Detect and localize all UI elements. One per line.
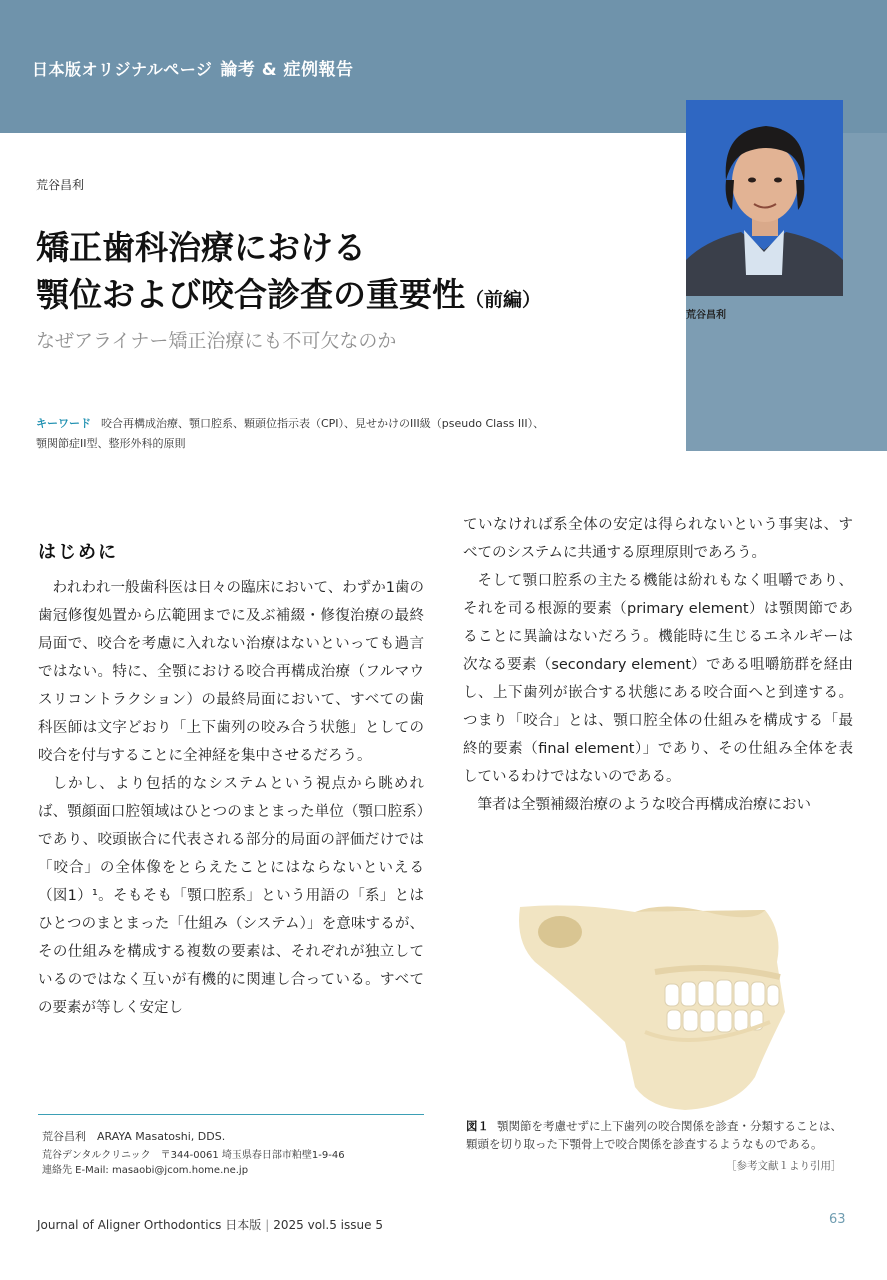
journal-name: Journal of Aligner Orthodontics 日本版: [37, 1218, 262, 1232]
paragraph-2: しかし、より包括的なシステムという視点から眺めれば、顎顔面口腔領域はひとつのまとまった単位（顎口腔系）であり、咬頭嵌合に代表される部分的局面の評価だけでは「咬合」の全体像をとらえたことにはならないといえる（図1）¹。そもそも「顎口腔系」という用語の「系」とはひとつのまとまった「仕組み（システム）」を意味するが、その仕組みを構成する複数の要素は、それぞれが独立しているのではなく互いが有機的に関連し合っている。すべての要素が等しく安定し: [38, 776, 424, 1016]
paragraph-4: 筆者は全顎補綴治療のような咬合再構成治療におい: [477, 797, 811, 813]
author-photo: [686, 100, 843, 296]
footnote-contact: 連絡先 E-Mail: masaobi@jcom.home.ne.jp: [42, 1165, 249, 1176]
keywords-label: キーワード: [36, 417, 91, 430]
figure-caption: [466, 1117, 852, 1153]
keywords: [36, 414, 676, 454]
jaw-illustration: [515, 902, 797, 1112]
left-column: [38, 574, 424, 1022]
journal-footer: [37, 1216, 383, 1233]
paragraph-1: われわれ一般歯科医は日々の臨床において、わずか1歯の歯冠修復処置から広範囲までに及ぶ補綴・修復治療の最終局面で、咬合を考慮に入れない治療はないといっても過言ではない。特に、全顎における咬合再構成治療（フルマウスリコントラクション）の最終局面において、すべての歯科医師は文字どおり「上下歯列の咬み合う状態」としての咬合を付与することに全神経を集中させるだろう。: [38, 580, 424, 764]
page-number: 63: [829, 1212, 846, 1227]
header-label: [32, 55, 354, 80]
figure-label: 図１: [466, 1119, 489, 1133]
footnote-clinic: 荒谷デンタルクリニック 〒344-0061 埼玉県春日部市粕壁1-9-46: [42, 1150, 345, 1161]
figure-1-skull-image: [515, 902, 797, 1112]
footnote-divider: [38, 1114, 424, 1115]
keywords-line-2: 顎関節症II型、整形外科的原則: [36, 437, 186, 450]
figure-caption-text: 顎関節を考慮せずに上下歯列の咬合関係を診査・分類することは、顆頭を切り取った下顎骨上で咬合関係を診査するようなものである。: [466, 1119, 842, 1151]
keywords-line-1: 咬合再構成治療、顎口腔系、顆頭位指示表（CPI）、見せかけのIII級（pseudo Class III）、: [101, 417, 545, 430]
right-column: [463, 511, 853, 819]
article-subtitle: なぜアライナー矯正治療にも不可欠なのか: [36, 330, 397, 352]
figure-reference: ［参考文献１より引用］: [726, 1160, 842, 1172]
author-portrait-image: [686, 100, 843, 296]
paragraph-3: そして顎口腔系の主たる機能は紛れもなく咀嚼であり、それを司る根源的要素（primary element）は顎関節であることに異論はないだろう。機能時に生じるエネルギーは次なる要素（secondary element）である咀嚼筋群を経由し、上下歯列が嵌合する状態にある咬合面へと到達する。つまり「咬合」とは、顎口腔全体の仕組みを構成する「最終的要素（final element）」であり、その仕組み全体を表しているわけではないのである。: [463, 573, 853, 785]
author-footnote: [42, 1129, 422, 1178]
article-title: [36, 224, 676, 324]
footer-separator: |: [265, 1218, 270, 1232]
section-heading: はじめに: [38, 542, 118, 563]
journal-issue: 2025 vol.5 issue 5: [273, 1218, 383, 1232]
header-section: 論考 & 症例報告: [220, 60, 354, 80]
paragraph-2-continued: ていなければ系全体の安定は得られないという事実は、すべてのシステムに共通する原理原則であろう。: [463, 517, 853, 561]
photo-caption: 荒谷昌利: [686, 310, 726, 321]
footnote-name: 荒谷昌利 ARAYA Masatoshi, DDS.: [42, 1130, 226, 1143]
title-suffix: （前編）: [465, 289, 542, 311]
author-name: 荒谷昌利: [36, 178, 85, 192]
header-series: 日本版オリジナルページ: [32, 60, 213, 79]
title-line-1: 矯正歯科治療における: [36, 228, 366, 267]
title-line-2: 顎位および咬合診査の重要性: [36, 275, 465, 314]
